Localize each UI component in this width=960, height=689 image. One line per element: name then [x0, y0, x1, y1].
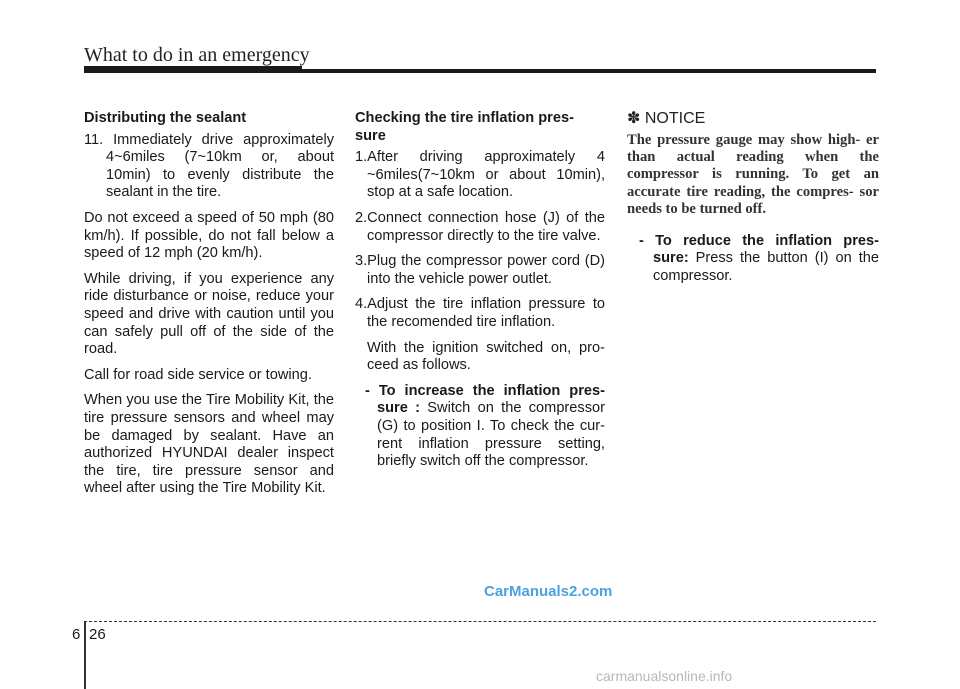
header-rule — [84, 69, 876, 73]
reduce-label: - To reduce the inflation pres- sure: — [639, 232, 879, 267]
step-11: 11. Immediately drive approximately 4~6miles (7~10km or, about 10min) to evenly distribute the sealant in the tire. — [84, 131, 334, 201]
reduce-text: Press the button (I) on the compressor. — [653, 250, 879, 284]
reduce-item — [627, 233, 879, 286]
carmanuals-watermark: CarManuals2.com — [484, 583, 613, 600]
section-heading-sealant: Distributing the sealant — [84, 110, 247, 126]
page-number: 26 — [89, 626, 106, 643]
mobility-kit-paragraph: When you use the Tire Mobility Kit, the tire pressure sensors and wheel may be damaged by sealant. Have an authorized HYUNDAI dealer inspect the tire, tire pressure sensor and wheel after using the Tire Mobility Kit. — [84, 392, 334, 497]
step-4: 4.Adjust the tire inflation pressure to the recomended tire inflation. — [355, 296, 605, 330]
site-watermark: carmanualsonline.info — [596, 668, 733, 684]
towing-paragraph: Call for road side service or towing. — [84, 366, 312, 383]
step-1: 1.After driving approximately 4 ~6miles(7~10km or about 10min), stop at a safe location. — [355, 149, 605, 201]
column-left — [84, 110, 334, 506]
footer-rule — [84, 621, 876, 622]
page-header-title: What to do in an emergency — [84, 44, 310, 66]
increase-text: Switch on the compressor (G) to position I. To check the cur- rent inflation pressure setting, briefly switch off the compressor. — [377, 400, 605, 470]
step-2: 2.Connect connection hose (J) of the compressor directly to the tire valve. — [355, 209, 605, 244]
column-middle — [355, 110, 605, 479]
step-3: 3.Plug the compressor power cord (D) into the vehicle power outlet. — [355, 253, 605, 287]
notice-icon: ✽ — [627, 110, 641, 127]
chapter-number: 6 — [72, 626, 81, 643]
step-4-sub: With the ignition switched on, pro- ceed as follows. — [367, 339, 605, 374]
speed-paragraph: Do not exceed a speed of 50 mph (80 km/h). If possible, do not fall below a speed of 12 mph (20 km/h). — [84, 209, 334, 262]
notice-text: The pressure gauge may show high- er than actual reading when the compressor is running. To get an accurate tire reading, the compres- sor needs to be turned off. — [627, 131, 879, 218]
section-heading-inflation: Checking the tire inflation pres- sure — [355, 110, 574, 144]
footer-divider — [84, 622, 86, 689]
column-right — [627, 110, 879, 285]
increase-item — [355, 383, 605, 471]
header-rule-tab — [84, 66, 302, 69]
driving-paragraph: While driving, if you experience any ride disturbance or noise, reduce your speed and drive with caution until you can safely pull off of the side of the road. — [84, 270, 334, 358]
notice-heading — [627, 110, 879, 128]
increase-label: - To increase the inflation pres- sure : — [365, 382, 605, 417]
notice-title: NOTICE — [644, 110, 706, 127]
